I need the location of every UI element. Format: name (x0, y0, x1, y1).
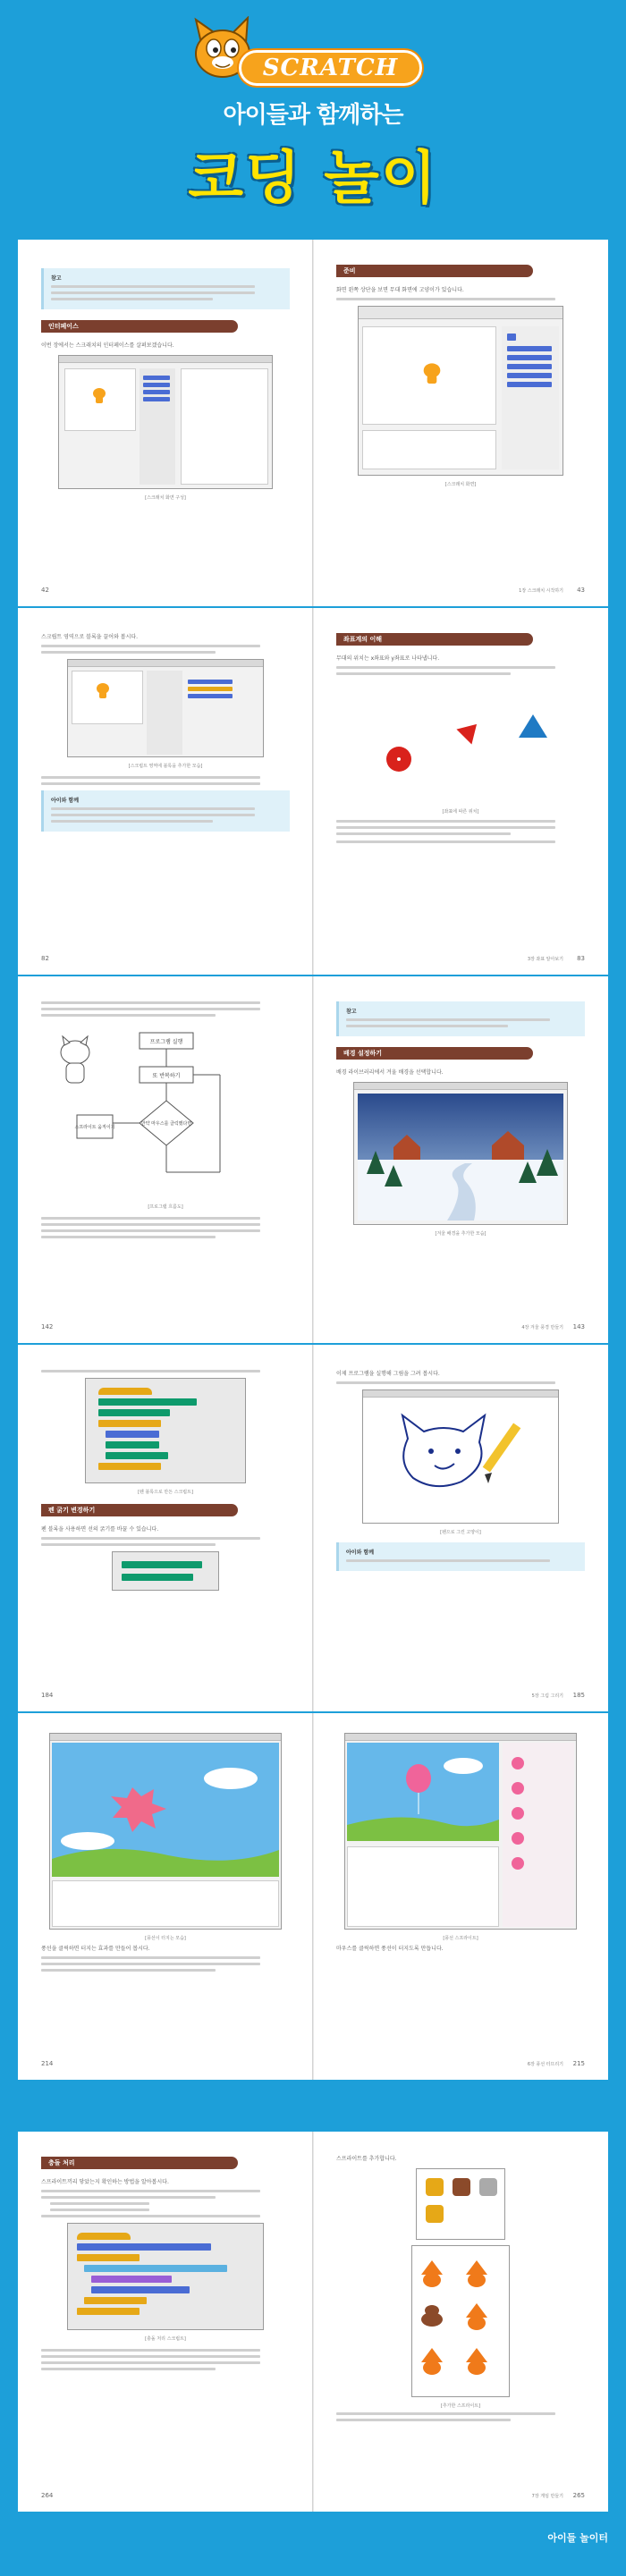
fox-sprite-icon (421, 2260, 443, 2287)
scratch-cat-icon (91, 386, 107, 404)
screenshot-figure (353, 1082, 568, 1225)
tip-box (336, 1001, 585, 1036)
scratch-cat-icon (95, 681, 111, 699)
page-left (18, 240, 313, 606)
flow-start-label: 프로그램 실행 (149, 1039, 183, 1045)
figure-caption: [풍선이 터지는 모습] (145, 1936, 186, 1941)
flow-decision-label: 만약 마우스를 클릭했다면 (140, 1121, 192, 1127)
running-head: 4장 겨울 풍경 만들기 (521, 1325, 563, 1330)
page-right (313, 240, 608, 606)
running-head: 1장 스크래치 시작하기 (519, 588, 563, 594)
body-text: 이번 장에서는 스크래치의 인터페이스를 살펴보겠습니다. (41, 342, 174, 349)
sprite-thumbnails (418, 2251, 505, 2393)
tip-title: 참고 (51, 275, 62, 282)
publisher-logo: 아이들 놀이터 (547, 2532, 608, 2544)
tip-box (41, 268, 290, 309)
page-spread-2 (18, 608, 608, 975)
page-number: 42 (41, 587, 49, 594)
figure-caption: [추가한 스프라이트] (440, 2403, 481, 2409)
page-number: 143 (572, 1323, 585, 1330)
page-right (313, 608, 608, 975)
page-left (18, 608, 313, 975)
page-left (18, 976, 313, 1343)
book-header (0, 0, 626, 224)
page-number: 214 (41, 2060, 54, 2067)
page-number: 83 (577, 955, 585, 962)
sprite-grid-figure (411, 2245, 510, 2397)
page-spread-6 (18, 2132, 608, 2512)
figure-caption: [풍선 스프라이트] (443, 1936, 478, 1941)
figure-caption: [스크립트 영역에 블록을 추가한 모습] (128, 764, 203, 769)
scratch-cat-icon (61, 1036, 89, 1083)
pen-block-figure (112, 1551, 219, 1591)
section-heading: 충돌 처리 (41, 2157, 238, 2169)
sprite-panel-figure (416, 2168, 505, 2240)
figure-caption: [충돌 처리 스크립트] (145, 2336, 186, 2342)
fox-sprite-icon (421, 2348, 443, 2375)
running-head: 6장 풍선 터뜨리기 (527, 2062, 563, 2067)
screenshot-figure (67, 2223, 264, 2330)
body-text: 마우스를 클릭하면 풍선이 터지도록 만듭니다. (336, 1946, 444, 1952)
screenshot-figure (85, 1378, 246, 1483)
page-left (18, 2132, 313, 2512)
tip-box (41, 790, 290, 832)
body-text: 무대의 위치는 x좌표와 y좌표로 나타냅니다. (336, 655, 440, 662)
page-left (18, 1345, 313, 1711)
pencil-icon (483, 1423, 521, 1483)
page-number: 264 (41, 2492, 54, 2499)
body-text: 이제 프로그램을 실행해 그림을 그려 봅시다. (336, 1371, 440, 1377)
running-head: 7장 게임 만들기 (531, 2494, 563, 2499)
section-heading: 펜 굵기 변경하기 (41, 1504, 238, 1516)
page-number: 185 (572, 1692, 585, 1699)
figure-caption: [스크래치 화면] (444, 482, 477, 487)
fox-sprite-icon (466, 2348, 487, 2375)
fox-sprite-icon (466, 2303, 487, 2330)
page-left (18, 1713, 313, 2080)
page-spread-1 (18, 240, 608, 606)
scratch-cat-icon (421, 360, 443, 385)
shapes-figure (336, 679, 578, 804)
figure-caption: [스크래치 화면 구성] (145, 495, 186, 501)
page-right (313, 976, 608, 1343)
running-head: 3장 좌표 알아보기 (527, 957, 563, 962)
sky-stage (52, 1743, 279, 1877)
page-number: 142 (41, 1323, 54, 1330)
page-spread-4 (18, 1345, 608, 1711)
screenshot-figure (58, 355, 273, 489)
screenshot-figure (49, 1733, 282, 1930)
body-text: 화면 왼쪽 상단을 보면 무대 화면에 고양이가 있습니다. (336, 287, 464, 293)
figure-caption: [펜 블록으로 만든 스크립트] (138, 1490, 193, 1495)
page-number: 265 (572, 2492, 585, 2499)
body-text: 펜 블록을 사용하면 선의 굵기를 바꿀 수 있습니다. (41, 1526, 159, 1533)
section-heading: 준비 (336, 265, 533, 277)
page-number: 184 (41, 1692, 54, 1699)
book-title: 코딩 놀이 (188, 146, 438, 212)
winter-backdrop (358, 1094, 563, 1220)
fox-sprite-icon (466, 2260, 487, 2287)
section-heading: 인터페이스 (41, 320, 238, 333)
section-heading: 배경 설정하기 (336, 1047, 533, 1060)
flow-loop-label: 또 반복하기 (152, 1073, 181, 1079)
page-spread-3 (18, 976, 608, 1343)
page-number: 215 (572, 2060, 585, 2067)
tip-title: 참고 (346, 1009, 357, 1015)
page-right (313, 2132, 608, 2512)
page-right (313, 1345, 608, 1711)
body-text: 스크립트 영역으로 블록을 끌어와 봅시다. (41, 634, 139, 640)
scratch-logo (192, 16, 438, 88)
flowchart-figure (41, 1020, 292, 1199)
figure-caption: [프로그램 흐름도] (148, 1204, 183, 1210)
screenshot-figure (358, 306, 563, 476)
scratch-wordmark: SCRATCH (239, 50, 422, 86)
section-heading: 좌표계의 이해 (336, 633, 533, 646)
tip-title: 아이와 함께 (346, 1550, 375, 1556)
running-head: 5장 그림 그리기 (531, 1693, 563, 1699)
figure-caption: [펜으로 그린 고양이] (440, 1530, 481, 1535)
body-text: 스프라이트끼리 닿았는지 확인하는 방법을 알아봅시다. (41, 2179, 169, 2185)
page-right (313, 1713, 608, 2080)
tip-title: 아이와 함께 (51, 798, 80, 804)
figure-caption: [좌표에 따른 위치] (442, 809, 479, 815)
body-text: 스프라이트를 추가합니다. (336, 2156, 397, 2162)
poop-sprite-icon (421, 2305, 443, 2327)
tip-box (336, 1542, 585, 1571)
figure-caption: [겨울 배경을 추가한 모습] (435, 1231, 486, 1237)
screenshot-figure (67, 659, 264, 757)
body-text: 풍선을 클릭하면 터지는 효과를 만들어 봅시다. (41, 1946, 150, 1952)
screenshot-figure (344, 1733, 577, 1930)
drawn-cat-figure (372, 1403, 551, 1519)
page-number: 43 (577, 587, 585, 594)
flow-action-label: 스프라이트 움직이기 (74, 1125, 115, 1130)
book-subtitle: 아이들과 함께하는 (223, 102, 403, 129)
screenshot-figure (362, 1389, 559, 1524)
body-text: 배경 라이브러리에서 겨울 배경을 선택합니다. (336, 1069, 444, 1076)
sky-stage (347, 1743, 499, 1841)
page-spread-5 (18, 1713, 608, 2080)
page-number: 82 (41, 955, 49, 962)
